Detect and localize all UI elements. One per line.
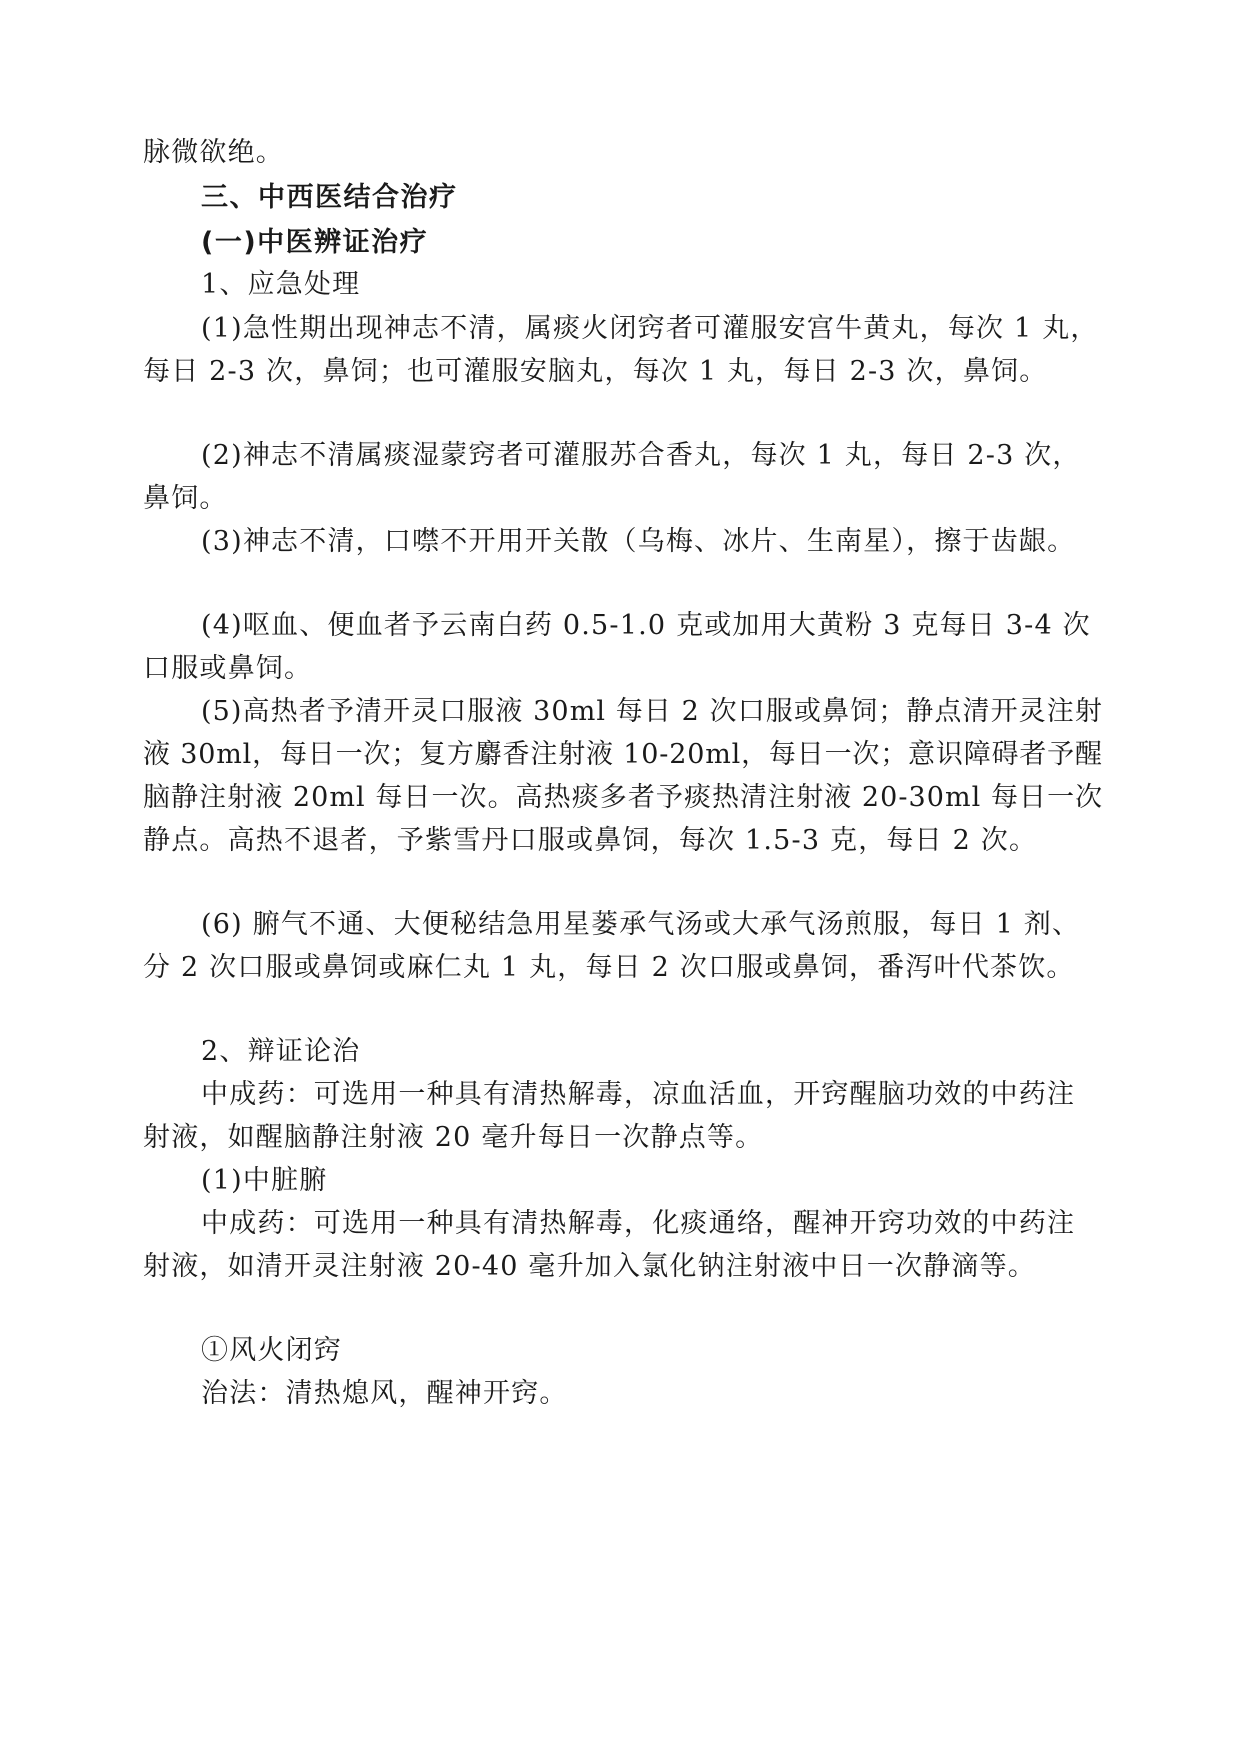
paragraph-line: 射液，如清开灵注射液 20-40 毫升加入氯化钠注射液中日一次静滴等。 — [143, 1251, 1036, 1282]
item-heading: (1)中脏腑 — [201, 1165, 328, 1196]
item-heading: ①风火闭窍 — [201, 1335, 342, 1366]
subsection-heading: (一)中医辨证治疗 — [201, 227, 429, 258]
paragraph-line: 每日 2-3 次，鼻饲；也可灌服安脑丸，每次 1 丸，每日 2-3 次，鼻饲。 — [143, 356, 1048, 387]
paragraph-line: (3)神志不清，口噤不开用开关散（乌梅、冰片、生南星），擦于齿龈。 — [201, 526, 1076, 557]
paragraph-line: 中成药：可选用一种具有清热解毒，凉血活血，开窍醒脑功效的中药注 — [201, 1079, 1076, 1110]
item-heading: 2、辩证论治 — [201, 1036, 361, 1067]
paragraph-line: (6) 腑气不通、大便秘结急用星蒌承气汤或大承气汤煎服，每日 1 剂、 — [201, 909, 1081, 940]
paragraph-line: 脑静注射液 20ml 每日一次。高热痰多者予痰热清注射液 20-30ml 每日一次 — [143, 782, 1104, 813]
paragraph-line: 口服或鼻饲。 — [143, 653, 313, 684]
paragraph-line: (2)神志不清属痰湿蒙窍者可灌服苏合香丸，每次 1 丸，每日 2-3 次， — [201, 440, 1081, 471]
section-heading: 三、中西医结合治疗 — [201, 182, 458, 213]
paragraph-line: (4)呕血、便血者予云南白药 0.5-1.0 克或加用大黄粉 3 克每日 3-4 次 — [201, 610, 1091, 641]
paragraph-line: 治法：清热熄风，醒神开窍。 — [201, 1378, 568, 1409]
paragraph-line: (1)急性期出现神志不清，属痰火闭窍者可灌服安宫牛黄丸，每次 1 丸， — [201, 313, 1099, 344]
paragraph-line: 脉微欲绝。 — [143, 137, 284, 168]
paragraph-line: 静点。高热不退者，予紫雪丹口服或鼻饲，每次 1.5-3 克，每日 2 次。 — [143, 825, 1038, 856]
paragraph-line: 中成药：可选用一种具有清热解毒，化痰通络，醒神开窍功效的中药注 — [201, 1208, 1076, 1239]
paragraph-line: 射液，如醒脑静注射液 20 毫升每日一次静点等。 — [143, 1122, 764, 1153]
item-heading: 1、应急处理 — [201, 269, 361, 300]
paragraph-line: 鼻饲。 — [143, 483, 228, 514]
paragraph-line: (5)高热者予清开灵口服液 30ml 每日 2 次口服或鼻饲；静点清开灵注射 — [201, 696, 1103, 727]
paragraph-line: 分 2 次口服或鼻饲或麻仁丸 1 丸，每日 2 次口服或鼻饲，番泻叶代茶饮。 — [143, 952, 1075, 983]
paragraph-line: 液 30ml，每日一次；复方麝香注射液 10-20ml，每日一次；意识障碍者予醒 — [143, 739, 1103, 770]
